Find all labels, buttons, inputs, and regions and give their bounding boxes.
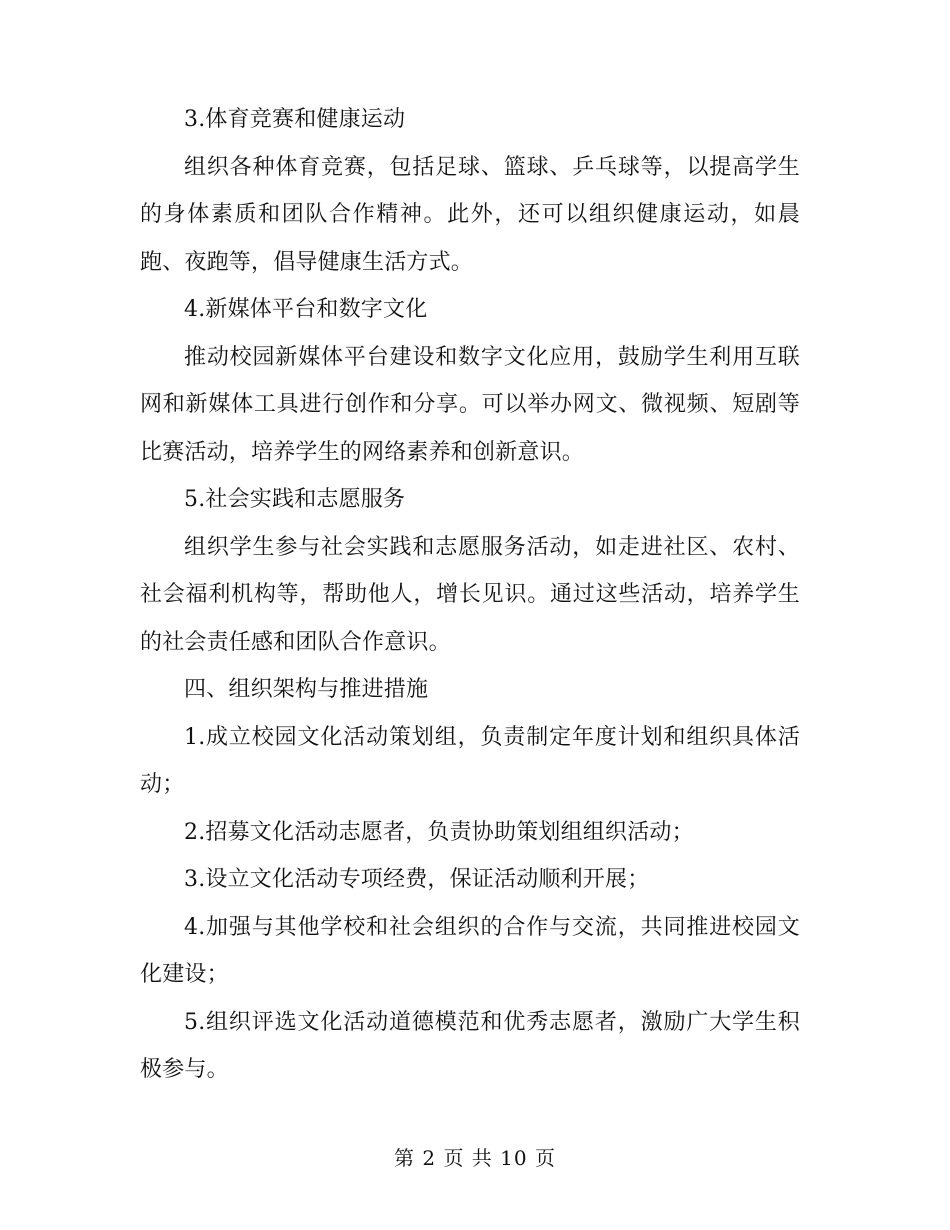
paragraph-sports: 组织各种体育竞赛，包括足球、篮球、乒乓球等，以提高学生的身体素质和团队合作精神。此外，还可以组织健康运动，如晨跑、夜跑等，倡导健康生活方式。 <box>140 154 800 275</box>
measure-item-2: 2.招募文化活动志愿者，负责协助策划组组织活动； <box>184 819 694 845</box>
measure-item-1: 1.成立校园文化活动策划组，负责制定年度计划和组织具体活动； <box>140 724 800 797</box>
section-heading-sports: 3.体育竞赛和健康运动 <box>184 107 406 132</box>
page-number-footer: 第 2 页 共 10 页 <box>394 1146 556 1170</box>
paragraph-social-practice: 组织学生参与社会实践和志愿服务活动，如走进社区、农村、社会福利机构等，帮助他人，增长见识。通过这些活动，培养学生的社会责任感和团队合作意识。 <box>140 534 800 655</box>
measure-item-3: 3.设立文化活动专项经费，保证活动顺利开展； <box>184 867 650 892</box>
chapter-heading-organization: 四、组织架构与推进措施 <box>184 677 429 702</box>
measure-item-5: 5.组织评选文化活动道德模范和优秀志愿者，激励广大学生积极参与。 <box>140 1009 800 1082</box>
document-body <box>140 96 800 1094</box>
paragraph-new-media: 推动校园新媒体平台建设和数字文化应用，鼓励学生利用互联网和新媒体工具进行创作和分享。可以举办网文、微视频、短剧等比赛活动，培养学生的网络素养和创新意识。 <box>140 344 800 465</box>
section-heading-new-media: 4.新媒体平台和数字文化 <box>184 297 428 322</box>
section-heading-social-practice: 5.社会实践和志愿服务 <box>184 487 406 512</box>
measure-item-4: 4.加强与其他学校和社会组织的合作与交流，共同推进校园文化建设； <box>140 914 800 987</box>
